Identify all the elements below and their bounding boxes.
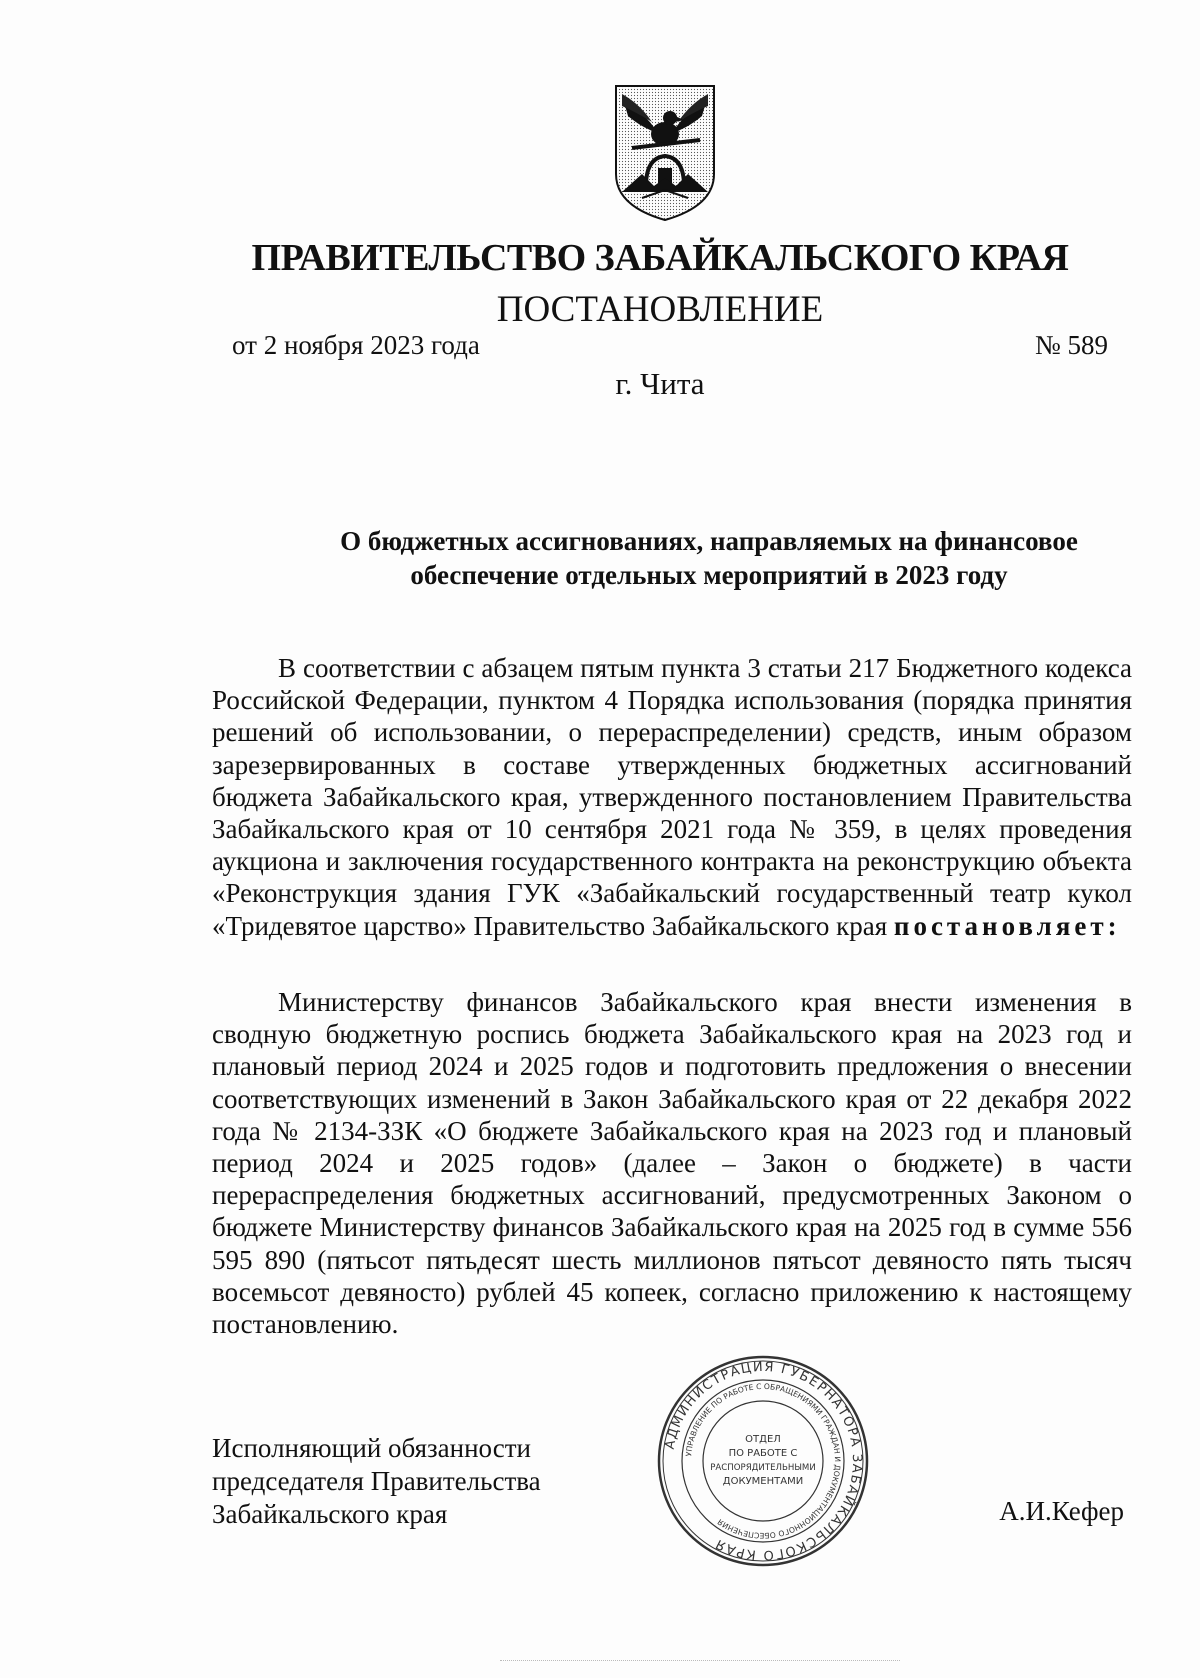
stamp-center-line: ДОКУМЕНТАМИ — [722, 1476, 804, 1487]
document-city: г. Чита — [615, 366, 705, 401]
stamp-center-line: ПО РАБОТЕ С — [728, 1448, 798, 1459]
preamble-text: В соответствии с абзацем пятым пункта 3 статьи 217 Бюджетного кодекса Российской Федерации, пунктом 4 Порядка использования (порядка принятия решений об использовании, о перераспределении) средств, иным образом зарезервированных в составе утвержденных бюджетных ассигнований бюджета Забайкальского края, утвержденного постановлением Правительства Забайкальского края от 10 сентября 2021 года № 359, в целях проведения аукциона и заключения государственного контракта на реконструкцию объекта «Реконструкция здания ГУК «Забайкальский государственный театр кукол «Тридевятое царство» Правительство Забайкальского края — [212, 653, 1132, 941]
signatory-position-line: председателя Правительства — [212, 1466, 541, 1496]
stamp-outer-ring-text: АДМИНИСТРАЦИЯ ГУБЕРНАТОРА ЗАБАЙКАЛЬСКОГО КРАЯ — [662, 1359, 865, 1563]
title-line: обеспечение отдельных мероприятий в 2023 году — [410, 560, 1008, 590]
official-stamp — [654, 1352, 872, 1570]
organization-name: ПРАВИТЕЛЬСТВО ЗАБАЙКАЛЬСКОГО КРАЯ — [251, 237, 1069, 279]
signatory-name: А.И.Кефер — [999, 1496, 1124, 1526]
document-title — [314, 524, 1104, 592]
stamp-center-line: ОТДЕЛ — [745, 1434, 781, 1445]
signatory-position-line: Забайкальского края — [212, 1499, 448, 1529]
title-line: О бюджетных ассигнованиях, направляемых на финансовое — [340, 526, 1078, 556]
signatory-position — [212, 1432, 541, 1531]
document-type: ПОСТАНОВЛЕНИЕ — [496, 289, 824, 330]
stamp-center-line: РАСПОРЯДИТЕЛЬНЫМИ — [710, 1463, 816, 1473]
signatory-position-line: Исполняющий обязанности — [212, 1433, 531, 1463]
scan-edge-artifact — [500, 1660, 900, 1663]
stamp-inner-ring-text: УПРАВЛЕНИЕ ПО РАБОТЕ С ОБРАЩЕНИЯМИ ГРАЖДАН И ДОКУМЕНТАЦИОННОГО ОБЕСПЕЧЕНИЯ — [684, 1381, 843, 1541]
document-number: № 589 — [1034, 330, 1108, 360]
preamble-paragraph — [212, 652, 1132, 942]
decree-word: постановляет: — [893, 910, 1121, 941]
coat-of-arms-emblem — [612, 82, 718, 224]
operative-paragraph: Министерству финансов Забайкальского края внести изменения в сводную бюджетную роспись бюджета Забайкальского края на 2023 год и плановый период 2024 и 2025 годов и подготовить предложения о внесении соответствующих изменений в Закон Забайкальского края от 22 декабря 2022 года № 2134-ЗЗК «О бюджете Забайкальского края на 2023 год и плановый период 2024 и 2025 годов» (далее – Закон о бюджете) в части перераспределения бюджетных ассигнований, предусмотренных Законом о бюджете Министерству финансов Забайкальского края на 2025 год в сумме 556 595 890 (пятьсот пятьдесят шесть миллионов пятьсот девяносто пять тысяч восемьсот девяносто) рублей 45 копеек, согласно приложению к настоящему постановлению. — [212, 987, 1132, 1340]
document-date: от 2 ноября 2023 года — [232, 330, 480, 360]
